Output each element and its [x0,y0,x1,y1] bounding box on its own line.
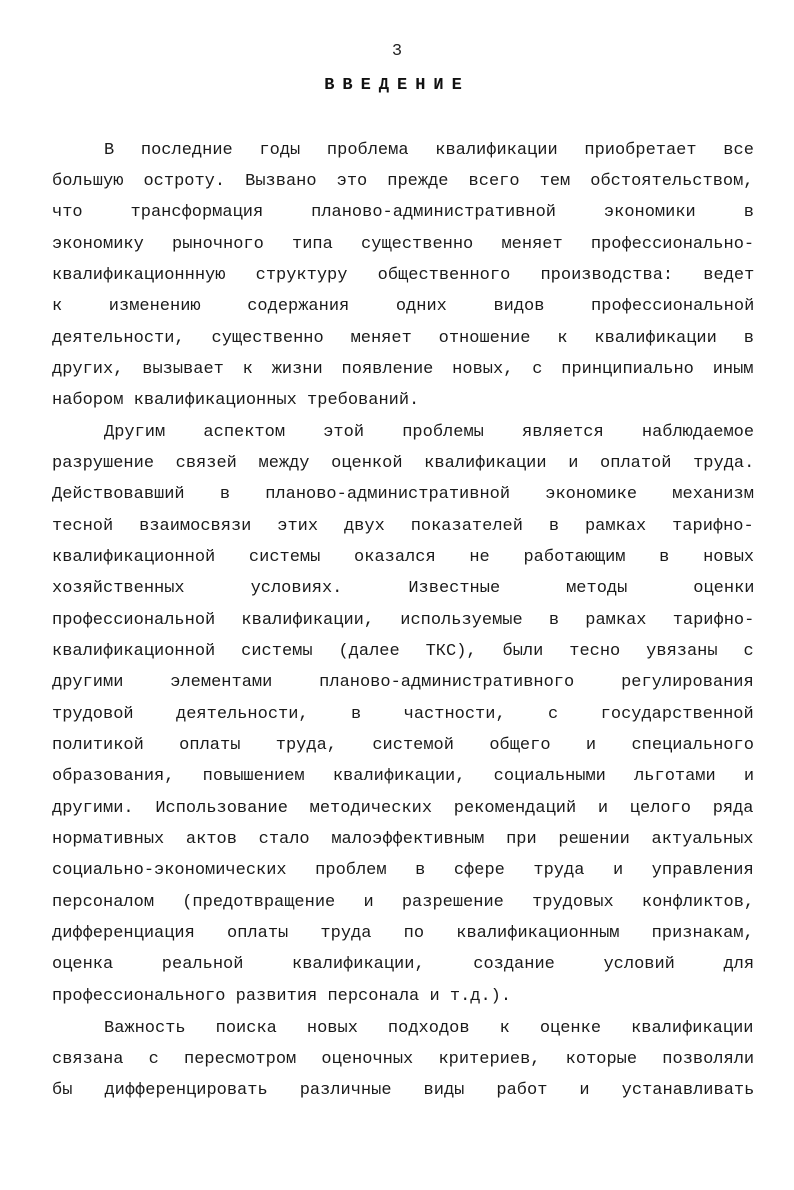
text-line: дифференциация оплаты труда по квалификационным признакам, [52,924,754,943]
text-line: связана с пересмотром оценочных критериев, которые позволяли [52,1050,755,1069]
text-line: Другим аспектом этой проблемы является наблюдаемое [104,423,755,442]
text-line: другими элементами планово-административного регулирования [52,673,754,692]
page-number: 3 [391,42,403,61]
text-line: профессиональной квалификации, используемые в рамках тарифно- [52,611,755,630]
text-line: трудовой деятельности, в частности, с государственной [52,705,754,724]
text-line: бы дифференцировать различные виды работ и устанавливать [52,1081,755,1100]
text-line: квалификационнную структуру общественного производства: ведет [52,266,755,285]
text-line: другими. Использование методических рекомендаций и целого ряда [52,799,754,818]
text-line: разрушение связей между оценкой квалификации и оплатой труда. [52,454,755,473]
text-line: большую остроту. Вызвано это прежде всего тем обстоятельством, [52,172,754,191]
text-line: к изменению содержания одних видов профессиональной [52,297,755,316]
section-heading: ВВЕДЕНИЕ [324,76,470,95]
text-line: персоналом (предотвращение и разрешение трудовых конфликтов, [52,893,755,912]
text-line: тесной взаимосвязи этих двух показателей в рамках тарифно- [52,517,754,536]
text-line: нормативных актов стало малоэффективным при решении актуальных [52,830,754,849]
text-line: оценка реальной квалификации, создание условий для [52,955,755,974]
text-line: профессионального развития персонала и т.д.). [52,987,512,1006]
text-line: В последние годы проблема квалификации приобретает все [104,141,754,160]
text-line: других, вызывает к жизни появление новых, с принципиально иным [52,360,754,379]
text-line: квалификационной системы оказался не работающим в новых [52,548,755,567]
text-line: Важность поиска новых подходов к оценке квалификации [104,1019,754,1038]
text-line: набором квалификационных требований. [52,391,420,410]
text-line: что трансформация планово-административной экономики в [52,203,754,222]
text-line: социально-экономических проблем в сфере труда и управления [52,861,754,880]
text-line: политикой оплаты труда, системой общего и специального [52,736,754,755]
text-line: образования, повышением квалификации, социальными льготами и [52,767,755,786]
text-line: деятельности, существенно меняет отношение к квалификации в [52,329,754,348]
text-line: хозяйственных условиях. Известные методы оценки [52,579,755,598]
text-line: Действовавший в планово-административной экономике механизм [52,485,754,504]
text-line: экономику рыночного типа существенно меняет профессионально- [52,235,755,254]
text-line: квалификационной системы (далее ТКС), были тесно увязаны с [52,642,754,661]
